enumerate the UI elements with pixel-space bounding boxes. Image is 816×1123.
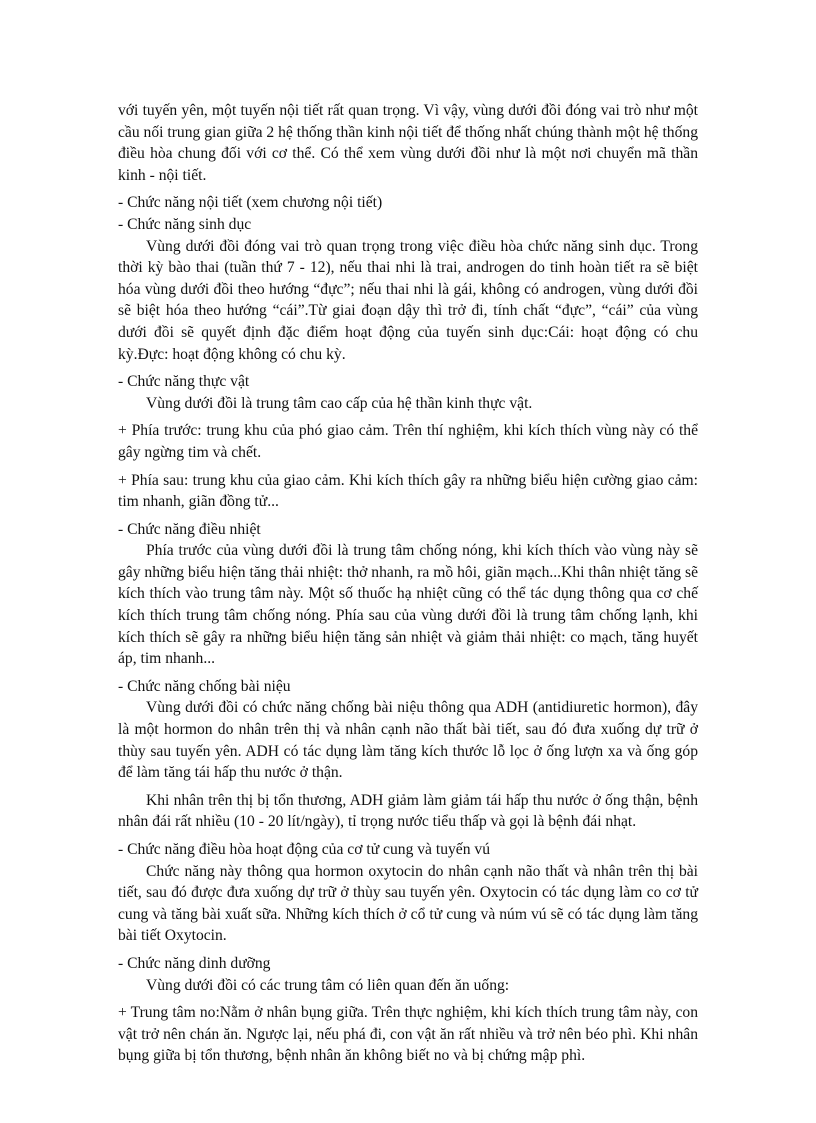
- heading-autonomic-function: - Chức năng thực vật: [118, 373, 250, 391]
- paragraph-diabetes-insipidus: Khi nhân trên thị bị tổn thương, ADH giảm làm giảm tái hấp thu nước ở ống thận, bệnh nhân đái rất nhiều (10 - 20 lít/ngày), tỉ trọng nước tiểu thấp và gọi là bệnh đái nhạt.: [118, 791, 698, 831]
- paragraph-nutrition-intro: Vùng dưới đồi có các trung tâm có liên quan đến ăn uống:: [146, 976, 510, 994]
- heading-antidiuretic: - Chức năng chống bài niệu: [118, 677, 291, 695]
- paragraph-antidiuretic: Vùng dưới đồi có chức năng chống bài niệu thông qua ADH (antidiuretic hormon), đây là một hormon do nhân trên thị và nhân cạnh não thất bài tiết, sau đó đưa xuống dự trữ ở thùy sau tuyến yên. ADH có tác dụng làm tăng kích thước lỗ lọc ở ống lượn xa và ống góp để làm tăng tái hấp thu nước ở thận.: [118, 699, 698, 782]
- paragraph-intro: với tuyến yên, một tuyến nội tiết rất quan trọng. Vì vậy, vùng dưới đồi đóng vai trò như một cầu nối trung gian giữa 2 hệ thống thần kinh nội tiết để thống nhất chúng thành một hệ thống điều hòa chung đối với cơ thể. Có thể xem vùng dưới đồi như là một nơi chuyển mã thần kinh - nội tiết.: [118, 102, 698, 184]
- paragraph-anterior: + Phía trước: trung khu của phó giao cảm. Trên thí nghiệm, khi kích thích vùng này có thể gây ngừng tim và chết.: [118, 422, 698, 461]
- paragraph-reproductive: Vùng dưới đồi đóng vai trò quan trọng trong việc điều hòa chức năng sinh dục. Trong thời kỳ bào thai (tuần thứ 7 - 12), nếu thai nhi là trai, androgen do tinh hoàn tiết ra sẽ biệt hóa vùng dưới đồi theo hướng “đực”; nếu thai nhi là gái, không có androgen, vùng dưới đồi sẽ biệt hóa theo hướng “cái”.Từ giai đoạn dậy thì trở đi, tính chất “đực”, “cái” của vùng dưới đồi sẽ quyết định đặc điểm hoạt động của tuyến sinh dục:Cái: hoạt động có chu kỳ.Đực: hoạt động không có chu kỳ.: [118, 237, 698, 363]
- paragraph-posterior: + Phía sau: trung khu của giao cảm. Khi kích thích gây ra những biểu hiện cường giao cảm: tim nhanh, giãn đồng tử...: [118, 471, 698, 511]
- heading-uterus-mammary: - Chức năng điều hòa hoạt động của cơ tử cung và tuyến vú: [118, 841, 491, 858]
- paragraph-satiety-center: + Trung tâm no:Nằm ở nhân bụng giữa. Trên thực nghiệm, khi kích thích trung tâm này, con vật trở nên chán ăn. Ngược lại, nếu phá đi, con vật ăn rất nhiều và trở nên béo phì. Khi nhân bụng giữa bị tổn thương, bệnh nhân ăn không biết no và bị chứng mập phì.: [118, 1004, 698, 1065]
- heading-nutrition: - Chức năng dinh dưỡng: [118, 954, 271, 972]
- paragraph-autonomic-intro: Vùng dưới đồi là trung tâm cao cấp của hệ thần kinh thực vật.: [146, 394, 533, 412]
- heading-endocrine-function: - Chức năng nội tiết (xem chương nội tiết): [118, 194, 383, 212]
- document-page: [118, 100, 698, 1073]
- heading-thermoregulation: - Chức năng điều nhiệt: [118, 520, 261, 538]
- paragraph-oxytocin: Chức năng này thông qua hormon oxytocin do nhân cạnh não thất và nhân trên thị bài tiết, sau đó được đưa xuống dự trữ ở thùy sau tuyến yên. Oxytocin có tác dụng làm co cơ tử cung và tăng bài xuất sữa. Những kích thích ở cổ tử cung và núm vú sẽ có tác dụng làm tăng bài tiết Oxytocin.: [118, 862, 698, 945]
- paragraph-thermoregulation: Phía trước của vùng dưới đồi là trung tâm chống nóng, khi kích thích vào vùng này sẽ gây những biểu hiện tăng thải nhiệt: thở nhanh, ra mồ hôi, giãn mạch...Khi thân nhiệt tăng sẽ kích thích vào trung tâm này. Một số thuốc hạ nhiệt cũng có thể tác dụng thông qua cơ chế kích thích trung tâm chống nóng. Phía sau của vùng dưới đồi là trung tâm chống lạnh, khi kích thích sẽ gây ra những biểu hiện tăng sản nhiệt và giảm thải nhiệt: co mạch, tăng huyết áp, tim nhanh...: [118, 542, 698, 668]
- heading-reproductive-function: - Chức năng sinh dục: [118, 215, 252, 233]
